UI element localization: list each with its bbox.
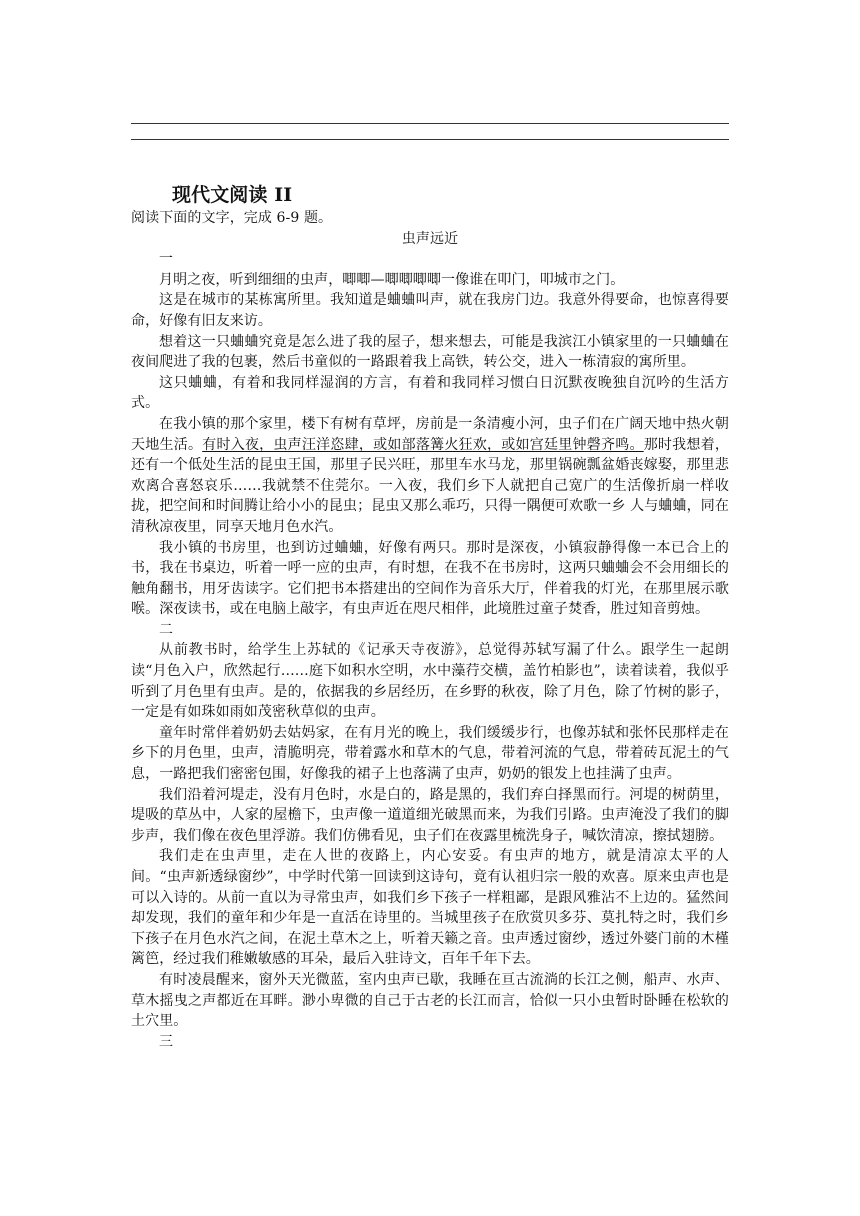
paragraph-text: 在我小镇的那个家里，楼下有树有草坪，房前是一条清瘦小河，虫子们在广阔天地中热火朝天地生活。 <box>131 415 729 453</box>
section-label: 二 <box>159 621 174 638</box>
instruction-text: 阅读下面的文字，完成 6-9 题。 <box>131 210 333 226</box>
paragraph: 这是在城市的某栋寓所里。我知道是蛐蛐叫声，就在我房门边。我意外得要命，也惊喜得要命，好像有旧友来访。 <box>131 292 729 329</box>
paragraph: 想着这一只蛐蛐究竟是怎么进了我的屋子，想来想去，可能是我滨江小镇家里的一只蛐蛐在夜间爬进了我的包裹，然后书童似的一路跟着我上高铁，转公交，进入一栋清寂的寓所里。 <box>131 333 729 371</box>
paragraph-text: 那时我想着，还有一个低处生活的昆虫王国，那里子民兴旺，那里车水马龙，那里锅碗瓢盆婚丧嫁娶，那里悲欢离合喜怒哀乐……我就禁不住莞尔。一入夜，我们乡下人就把自己宽广的生活像折扇一样收拢，把空间和时间腾让给小小的昆虫；昆虫又那么乖巧，只得一隅便可欢歌一乡 人与蛐蛐，同在清秋凉夜里，同享天地月色水汽。 <box>131 436 729 535</box>
paragraph: 童年时常伴着奶奶去姑妈家，在有月光的晚上，我们缓缓步行，也像苏轼和张怀民那样走在乡下的月色里，虫声，清脆明亮，带着露水和草木的气息，带着河流的气息，带着砖瓦泥土的气息，一路把我们密密包围，好像我的裙子上也落满了虫声，奶奶的银发上也挂满了虫声。 <box>131 724 729 783</box>
paragraph: 我小镇的书房里，也到访过蛐蛐，好像有两只。那时是深夜，小镇寂静得像一本已合上的书，我在书桌边，听着一呼一应的虫声，有时想，在我不在书房时，这两只蛐蛐会不会用细长的触角翻书，用牙齿读字。它们把书本搭建出的空间作为音乐大厅，伴着我的灯光，在那里展示歌喉。深夜读书，或在电脑上敲字，有虫声近在咫尺相伴，此境胜过童子焚香，胜过知音剪烛。 <box>131 539 729 618</box>
paragraph: 这只蛐蛐，有着和我同样湿润的方言，有着和我同样习惯白日沉默夜晚独自沉吟的生活方式。 <box>131 374 729 412</box>
paragraph: 月明之夜，听到细细的虫声，唧唧—唧唧唧唧一像谁在叩门，叩城市之门。 <box>159 271 625 288</box>
paragraph: 从前教书时，给学生上苏轼的《记承天寺夜游》，总觉得苏轼写漏了什么。跟学生一起朗读“月色入户，欣然起行……庭下如积水空明，水中藻荇交横，盖竹柏影也”，读着读着，我似乎听到了月色里有虫声。是的，依据我的乡居经历，在乡野的秋夜，除了月色，除了竹树的影子，一定是有如珠如雨如茂密秋草似的虫声。 <box>131 642 729 721</box>
article-title: 虫声远近 <box>401 230 459 247</box>
section-label: 一 <box>159 251 174 268</box>
paragraph: 有时凌晨醒来，窗外天光微蓝，室内虫声已歇，我睡在亘古流淌的长江之侧，船声、水声、草木摇曳之声都近在耳畔。渺小卑微的自己于古老的长江而言，恰似一只小虫暂时卧睡在松软的土穴里。 <box>131 971 729 1030</box>
paragraph: 我们沿着河堤走，没有月色时，水是白的，路是黑的，我们弃白择黑而行。河堤的树荫里，堤吸的草丛中，人家的屋檐下，虫声像一道道细光破黑而来，为我们引路。虫声淹没了我们的脚步声，我们像在夜色里浮游。我们仿佛看见，虫子们在夜露里梳洗身子，喊饮清凉，擦拭翅膀。 <box>131 786 729 844</box>
paragraph: 我们走在虫声里，走在人世的夜路上，内心安妥。有虫声的地方，就是清凉太平的人间。“虫声新透绿窗纱”，中学时代第一回读到这诗句，竟有认祖归宗一般的欢喜。原来虫声也是可以入诗的。从前一直以为寻常虫声，如我们乡下孩子一样粗鄙，是跟风雅沾不上边的。猛然间却发现，我们的童年和少年是一直活在诗里的。当城里孩子在欣赏贝多芬、莫扎特之时，我们乡下孩子在月色水汽之间，在泥土草木之上，听着天籁之音。虫声透过窗纱，透过外婆门前的木槿篱笆，经过我们稚嫩敏感的耳朵，最后入驻诗文，百年千年下去。 <box>131 848 729 968</box>
section-label: 三 <box>159 1033 174 1050</box>
underlined-sentence: 有时入夜，虫声汪洋恣肆，或如部落篝火狂欢，或如宫廷里钟磬齐鸣。 <box>202 436 644 453</box>
header-rule-top <box>131 123 729 124</box>
document-page <box>131 184 729 1052</box>
paragraph <box>131 414 729 538</box>
header-rule-bottom <box>131 139 729 140</box>
section-heading: 现代文阅读 II <box>172 184 293 206</box>
